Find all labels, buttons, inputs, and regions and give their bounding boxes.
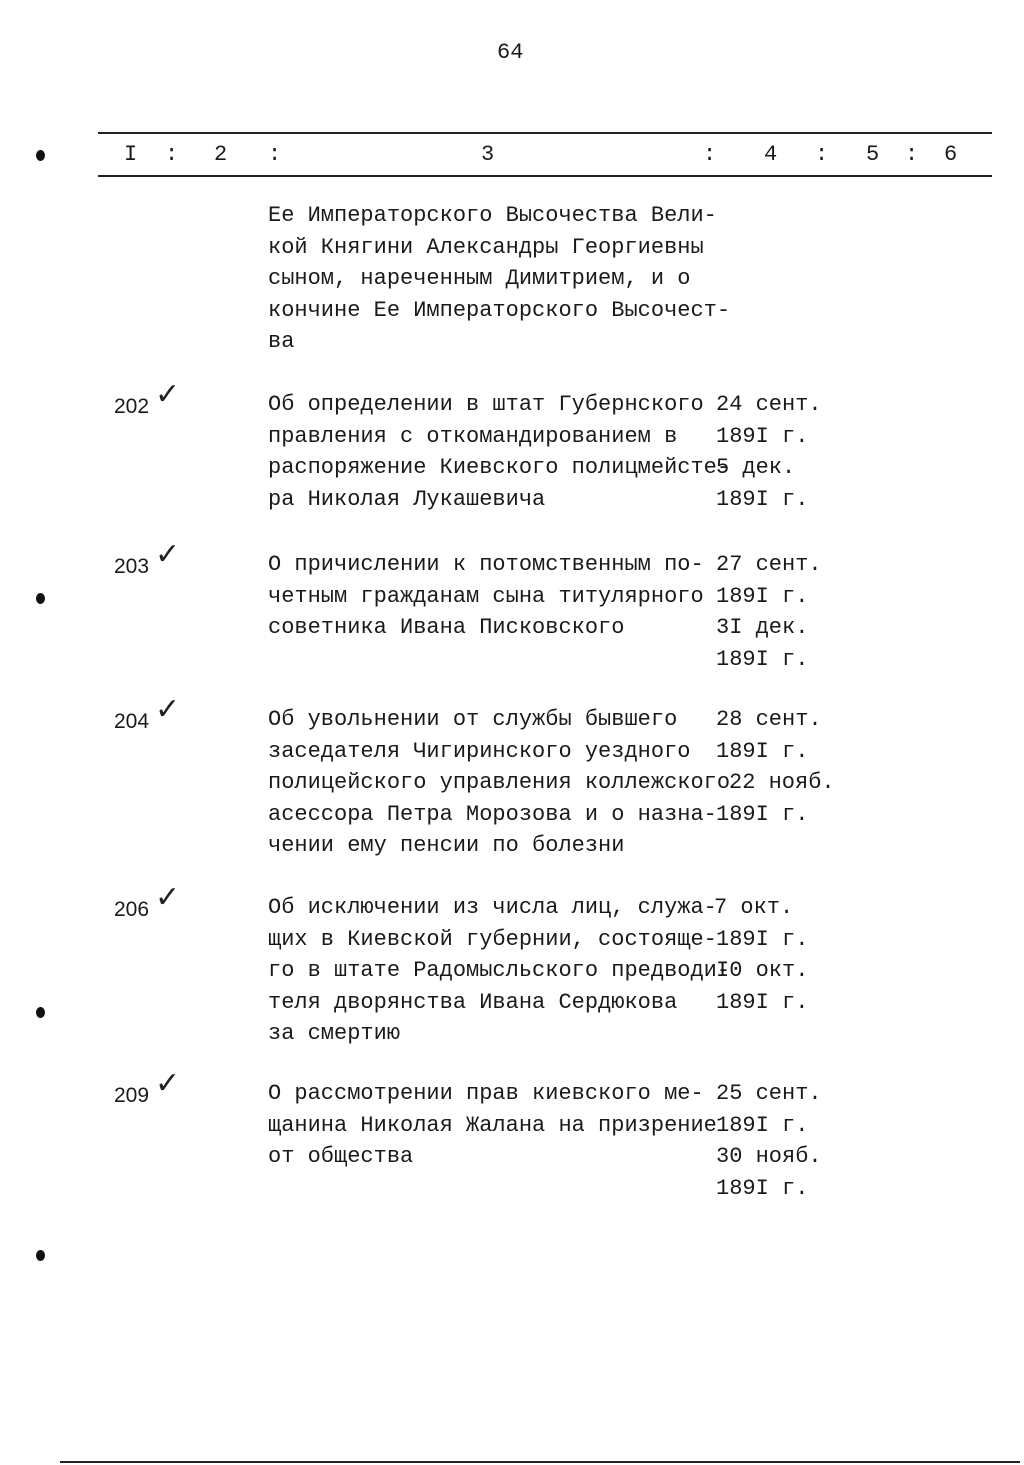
entry-text-line: заседателя Чигиринского уездного — [268, 738, 691, 764]
column-header-cell: : — [703, 142, 717, 167]
entry-date: 22 нояб. — [729, 770, 835, 795]
entry-text-line: чении ему пенсии по болезни — [268, 833, 625, 858]
entry-date: 189I г. — [716, 801, 809, 827]
entry-date: 189I г. — [716, 738, 809, 764]
punch-hole — [36, 150, 45, 161]
column-header-cell: : — [268, 142, 282, 167]
entry-text-line: полицейского управления коллежского — [268, 770, 731, 795]
entry-text-line: Об определении в штат Губернского — [268, 392, 704, 417]
entry-date: 24 сент. — [716, 392, 822, 417]
column-header-cell: 4 — [764, 142, 778, 167]
column-header-cell: 2 — [214, 142, 228, 167]
entry-date: 25 сент. — [716, 1081, 822, 1106]
entry-number: 203 — [114, 555, 150, 578]
entry-text-line: правления с откомандированием в — [268, 423, 678, 449]
column-header-cell: 6 — [944, 142, 958, 167]
entry-text-line: четным гражданам сына титулярного — [268, 583, 704, 609]
entry-date: 189I г. — [716, 1112, 809, 1138]
entry-date: 189I г. — [716, 423, 809, 449]
entry-text-line: Об исключении из числа лиц, служа- — [268, 895, 717, 920]
entry-date: 5 дек. — [716, 455, 796, 480]
entry-date: I0 окт. — [716, 958, 809, 983]
entry-text-line: го в штате Радомысльского предводи- — [268, 958, 731, 983]
punch-hole — [36, 593, 45, 604]
entry-date: 189I г. — [716, 486, 809, 512]
column-header-cell: : — [165, 142, 179, 167]
entry-text-line: распоряжение Киевского полицмейсте- — [268, 455, 731, 480]
entry-text-line: асессора Петра Морозова и о назна- — [268, 801, 717, 827]
entry-text-line: от общества — [268, 1144, 414, 1169]
column-header-cell: : — [815, 142, 829, 167]
entry-text-line: ра Николая Лукашевича — [268, 486, 546, 512]
entry-date: 3I дек. — [716, 615, 809, 640]
checkmark-icon: ✓ — [155, 880, 181, 915]
entry-date: 189I г. — [716, 646, 809, 672]
entry-date: 189I г. — [716, 926, 809, 952]
column-header-cell: 5 — [866, 142, 880, 167]
entry-text-line: О рассмотрении прав киевского ме- — [268, 1081, 704, 1106]
punch-hole — [36, 1007, 45, 1018]
page-bottom-rule — [60, 1461, 1020, 1463]
column-header-cell: 3 — [481, 142, 495, 167]
header-top-rule — [98, 132, 992, 134]
entry-date: 7 окт. — [714, 895, 794, 920]
text-line: ва — [268, 329, 295, 354]
entry-date: 189I г. — [716, 583, 809, 609]
entry-number: 209 — [114, 1084, 150, 1107]
entry-date: 30 нояб. — [716, 1144, 822, 1169]
punch-hole — [36, 1250, 45, 1261]
entry-text-line: за смертию — [268, 1021, 401, 1046]
entry-number: 204 — [114, 710, 150, 733]
text-line: кончине Ее Императорского Высочест- — [268, 297, 731, 323]
entry-date: 27 сент. — [716, 552, 822, 577]
entry-date: 28 сент. — [716, 707, 822, 732]
checkmark-icon: ✓ — [155, 377, 181, 412]
text-line: кой Княгини Александры Георгиевны — [268, 234, 704, 260]
entry-text-line: щанина Николая Жалана на призрение — [268, 1112, 717, 1138]
checkmark-icon: ✓ — [155, 537, 181, 572]
column-header-cell: : — [905, 142, 919, 167]
entry-text-line: советника Ивана Писковского — [268, 615, 625, 640]
page-number: 64 — [497, 40, 524, 65]
checkmark-icon: ✓ — [155, 692, 181, 727]
entry-date: 189I г. — [716, 1175, 809, 1201]
text-line: Ее Императорского Высочества Вели- — [268, 203, 717, 228]
entry-text-line: теля дворянства Ивана Сердюкова — [268, 989, 678, 1015]
header-bottom-rule — [98, 175, 992, 177]
entry-date: 189I г. — [716, 989, 809, 1015]
entry-text-line: О причислении к потомственным по- — [268, 552, 704, 577]
entry-text-line: щих в Киевской губернии, состояще- — [268, 926, 717, 952]
entry-number: 206 — [114, 898, 150, 921]
entry-number: 202 — [114, 395, 150, 418]
checkmark-icon: ✓ — [155, 1066, 181, 1101]
text-line: сыном, нареченным Димитрием, и о — [268, 266, 691, 291]
entry-text-line: Об увольнении от службы бывшего — [268, 707, 678, 732]
column-header-cell: I — [124, 142, 138, 167]
